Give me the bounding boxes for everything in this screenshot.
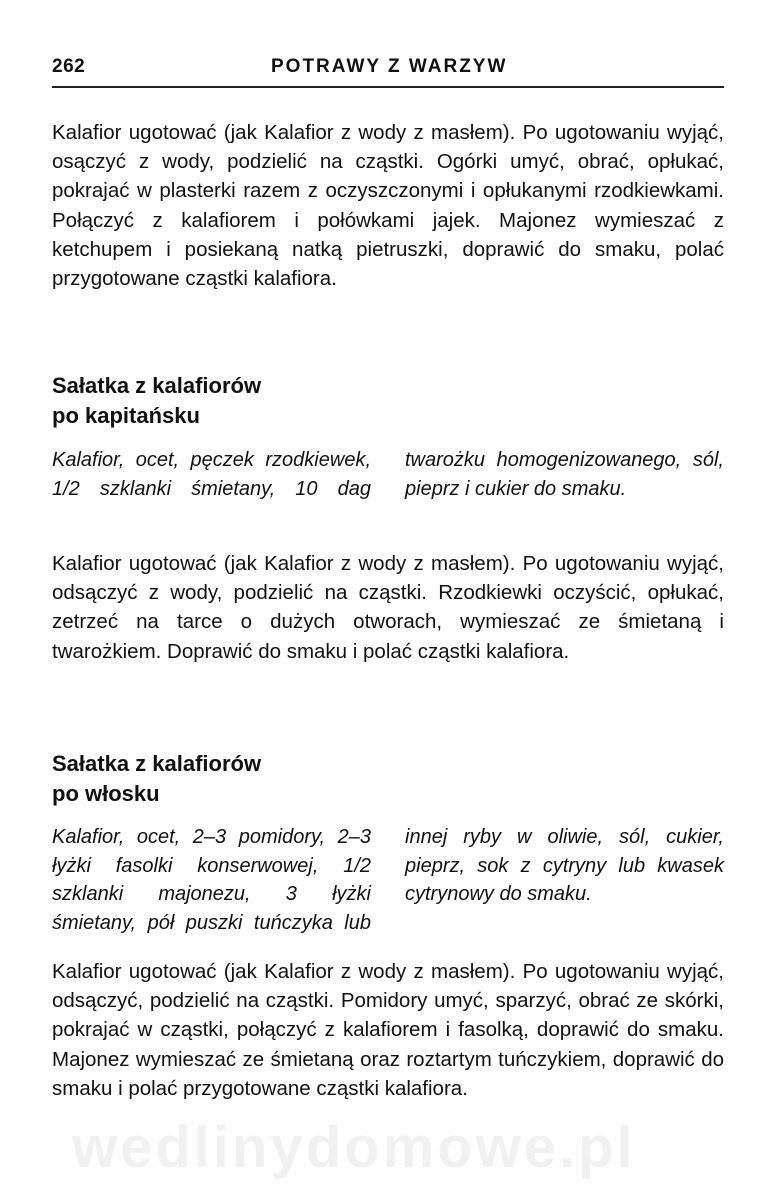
watermark: wedlinydomowe.pl	[72, 1115, 636, 1180]
recipe1-title	[52, 371, 612, 431]
recipe2-ingredients: Kalafior, ocet, 2–3 pomidory, 2–3 łyżki fasolki konserwowej, 1/2 szklanki majonezu, 3 łyżki śmietany, pół puszki tuńczyka lub innej ryby w oliwie, sól, cukier, pieprz, sok z cytryny lub kwasek cytrynowy do smaku.	[52, 826, 724, 934]
page-number: 262	[52, 56, 86, 77]
recipe2-instructions: Kalafior ugotować (jak Kalafior z wody z masłem). Po ugotowaniu wyjąć, odsączyć, podzielić na cząstki. Pomidory umyć, sparzyć, obrać ze skórki, pokrajać w cząstki, połączyć z kalafiorem i fasolką, doprawić do smaku. Majonez wymieszać ze śmietaną oraz roztartym tuńczykiem, doprawić do smaku i polać przygotowane cząstki kalafiora.	[52, 960, 724, 1100]
recipe2-title-line2: po włosku	[52, 781, 160, 806]
recipe1-ingredients: Kalafior, ocet, pęczek rzodkiewek, 1/2 szklanki śmietany, 10 dag twarożku homogenizowanego, sól, pieprz i cukier do smaku.	[52, 449, 724, 500]
recipe1-title-line2: po kapitańsku	[52, 403, 200, 428]
page-header	[52, 56, 724, 88]
recipe1-title-line1: Sałatka z kalafiorów	[52, 373, 262, 398]
recipe2-title	[52, 749, 612, 809]
recipe1-instructions: Kalafior ugotować (jak Kalafior z wody z masłem). Po ugotowaniu wyjąć, odsączyć z wody, podzielić na cząstki. Rzodkiewki oczyścić, opłukać, zetrzeć na tarce o dużych otworach, wymieszać ze śmietaną i twarożkiem. Doprawić do smaku i polać cząstki kalafiora.	[52, 552, 724, 663]
recipe2-title-line1: Sałatka z kalafiorów	[52, 751, 262, 776]
intro-paragraph: Kalafior ugotować (jak Kalafior z wody z masłem). Po ugotowaniu wyjąć, osączyć z wody, podzielić na cząstki. Ogórki umyć, obrać, opłukać, pokrajać w plasterki razem z oczyszczonymi i opłukanymi rzodkiewkami. Połączyć z kalafiorem i połówkami jajek. Majonez wymieszać z ketchupem i posiekaną natką pietruszki, doprawić do smaku, polać przygotowane cząstki kalafiora.	[52, 121, 724, 291]
running-title: POTRAWY Z WARZYW	[271, 56, 508, 77]
